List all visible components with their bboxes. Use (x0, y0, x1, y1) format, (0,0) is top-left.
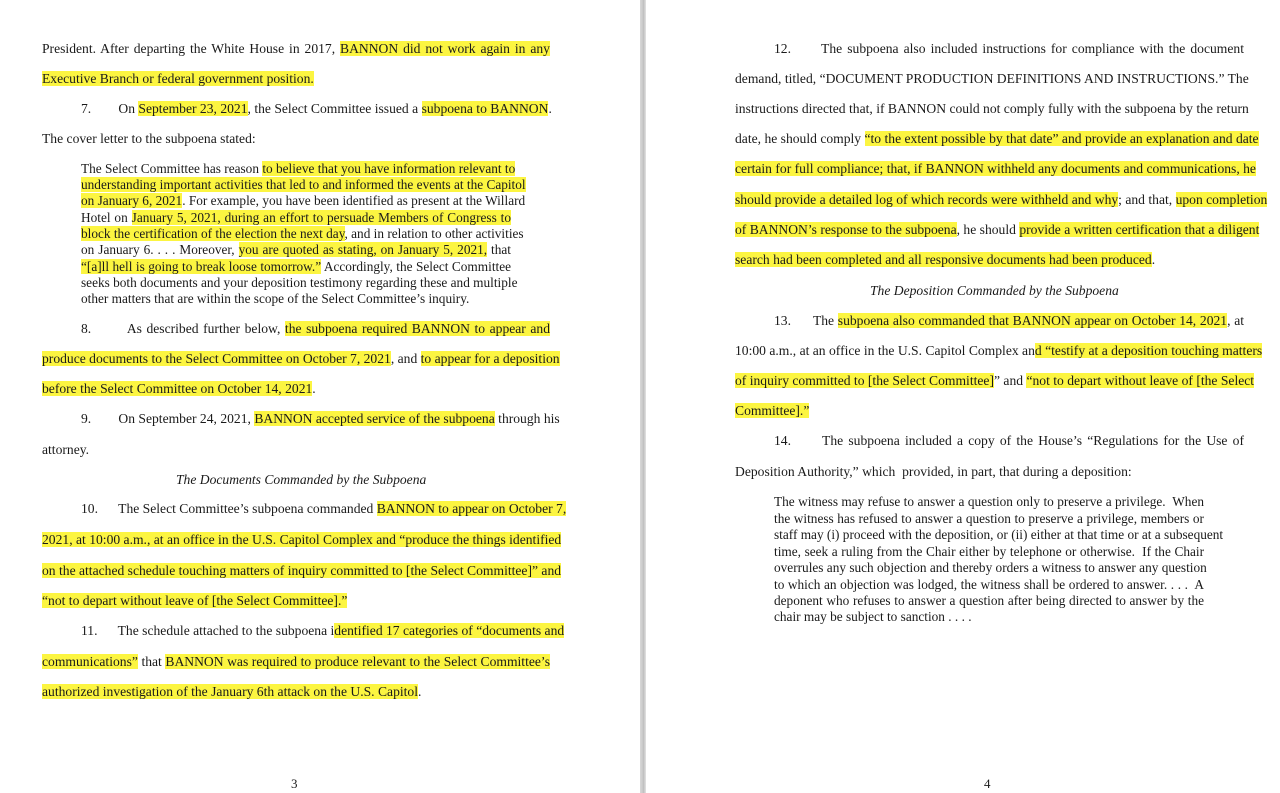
quote-line (81, 259, 511, 275)
highlighted-text: the subpoena required BANNON to appear and (284, 321, 551, 336)
quote-line (81, 291, 469, 307)
text-run: attorney. (42, 442, 90, 457)
quote-line (81, 177, 526, 193)
highlighted-text: “not to depart without leave of [the Select (1026, 373, 1255, 388)
text-run: ” and (993, 373, 1027, 388)
highlighted-text: search had been completed and all responsive documents had been produced (735, 252, 1152, 267)
highlighted-text: authorized investigation of the January 6th attack on the U.S. Capitol (42, 684, 419, 699)
highlighted-text: upon completion (1175, 192, 1268, 207)
section-heading (870, 283, 1119, 299)
quote-line (81, 242, 511, 258)
text-run: that (487, 242, 511, 257)
text-run: 14. The subpoena included a copy of the House’s “Regulations for the Use of (774, 433, 1244, 448)
highlighted-text: of BANNON’s response to the subpoena (735, 222, 957, 237)
highlighted-text: January 5, 2021, during an effort to persuade Members of Congress to (131, 210, 511, 225)
highlighted-text: BANNON did not work again in any (340, 41, 550, 56)
text-run: Hotel on (81, 210, 132, 225)
text-run: 10. The Select Committee’s subpoena commanded (81, 501, 377, 516)
text-line (774, 313, 1244, 329)
text-run: The Select Committee has reason (81, 161, 263, 176)
text-run: 8. As described further below, (81, 321, 285, 336)
text-line (735, 403, 809, 419)
highlighted-text: produce documents to the Select Committee on October 7, 2021 (42, 351, 391, 366)
text-line (81, 411, 560, 427)
highlighted-text: “[a]ll hell is going to break loose tomorrow.” (81, 259, 322, 274)
text-line (735, 252, 1155, 268)
quote-line (774, 577, 1204, 593)
text-run: 9. On September 24, 2021, (81, 411, 255, 426)
highlighted-text: to appear for a deposition (420, 351, 560, 366)
text-run: . (418, 684, 422, 699)
page-number: 4 (984, 776, 991, 791)
text-run: that (137, 654, 166, 669)
text-run: 13. The (774, 313, 838, 328)
quote-line (774, 527, 1224, 543)
text-line (42, 654, 550, 670)
quote-line (774, 593, 1204, 609)
highlighted-text: BANNON was required to produce relevant to the Select Committee’s (165, 654, 550, 669)
text-line (735, 222, 1260, 238)
page-number: 3 (291, 776, 298, 791)
text-line (735, 71, 1249, 87)
highlighted-text: provide a written certification that a diligent (1019, 222, 1260, 237)
text-line (42, 442, 89, 458)
highlighted-text: 2021, at 10:00 a.m., at an office in the U.S. Capitol Complex and “produce the things identified (42, 532, 562, 547)
highlighted-text: before the Select Committee on October 14, 2021 (42, 381, 313, 396)
text-run: . (548, 101, 552, 116)
text-line (735, 464, 1132, 480)
quote-line (81, 210, 511, 226)
highlighted-text: communications” (42, 654, 138, 669)
text-line (774, 41, 1244, 57)
quote-line (81, 275, 518, 291)
quote-line (81, 161, 516, 177)
text-line (774, 433, 1244, 449)
text-run: The Deposition Commanded by the Subpoena (870, 283, 1119, 298)
text-run: through his (494, 411, 560, 426)
page-4 (646, 0, 1280, 793)
text-line (81, 101, 552, 117)
text-run: the witness has refused to answer a question to preserve a privilege, members or (774, 511, 1204, 526)
text-run: staff may (i) proceed with the deposition, or (ii) either at that time or at a subsequent (774, 527, 1224, 542)
text-line (735, 131, 1259, 147)
quote-line (81, 226, 524, 242)
text-run: The Documents Commanded by the Subpoena (176, 472, 427, 487)
text-run: deponent who refuses to answer a question after being directed to answer by the (774, 593, 1204, 608)
text-line (42, 684, 421, 700)
text-line (42, 532, 562, 548)
highlighted-text: BANNON to appear on October 7, (376, 501, 567, 516)
quote-line (774, 511, 1204, 527)
text-run: demand, titled, “DOCUMENT PRODUCTION DEFINITIONS AND INSTRUCTIONS.” The (735, 71, 1249, 86)
text-line (42, 381, 316, 397)
text-run: , at (1227, 313, 1245, 328)
highlighted-text: of inquiry committed to [the Select Committee] (735, 373, 994, 388)
quote-line (774, 544, 1204, 560)
text-run: , and (390, 351, 421, 366)
text-run: ; and that, (1118, 192, 1176, 207)
text-run: time, seek a ruling from the Chair either by telephone or otherwise. If the Chair (774, 544, 1204, 559)
text-line (42, 71, 314, 87)
text-run: . For example, you have been identified as present at the Willard (182, 193, 526, 208)
text-run: on January 6. . . . Moreover, (81, 242, 239, 257)
text-run: Deposition Authority,” which provided, in part, that during a deposition: (735, 464, 1132, 479)
highlighted-text: Executive Branch or federal government position. (42, 71, 314, 86)
highlighted-text: Committee].” (735, 403, 810, 418)
highlighted-text: “not to depart without leave of [the Select Committee].” (42, 593, 348, 608)
highlighted-text: September 23, 2021 (138, 101, 248, 116)
quote-line (81, 193, 526, 209)
highlighted-text: on January 6, 2021 (81, 193, 183, 208)
highlighted-text: should provide a detailed log of which records were withheld and why (735, 192, 1119, 207)
text-line (42, 563, 562, 579)
text-line (81, 623, 565, 639)
highlighted-text: dentified 17 categories of “documents and (334, 623, 565, 638)
text-run: seeks both documents and your deposition testimony regarding these and multiple (81, 275, 518, 290)
text-line (81, 321, 550, 337)
text-line (735, 101, 1249, 117)
text-run: , and in relation to other activities (344, 226, 524, 241)
highlighted-text: BANNON accepted service of the subpoena (254, 411, 495, 426)
highlighted-text: to believe that you have information relevant to (262, 161, 516, 176)
highlighted-text: subpoena also commanded that BANNON appear on October 14, 2021 (837, 313, 1228, 328)
quote-line (774, 494, 1204, 510)
text-run: The cover letter to the subpoena stated: (42, 131, 256, 146)
text-run: , he should (956, 222, 1020, 237)
highlighted-text: “to the extent possible by that date” and provide an explanation and date (864, 131, 1259, 146)
quote-line (774, 609, 972, 625)
text-run: 12. The subpoena also included instructions for compliance with the document (774, 41, 1244, 56)
text-run: President. After departing the White House in 2017, (42, 41, 341, 56)
text-run: 7. On (81, 101, 139, 116)
text-line (42, 131, 256, 147)
text-run: 11. The schedule attached to the subpoena i (81, 623, 335, 638)
text-run: overrules any such objection and thereby orders a witness to answer any question (774, 560, 1207, 575)
highlighted-text: d “testify at a deposition touching matters (1034, 343, 1263, 358)
highlighted-text: certain for full compliance; that, if BANNON withheld any documents and communications, he (735, 161, 1256, 176)
highlighted-text: you are quoted as stating, on January 5, 2021, (238, 242, 488, 257)
text-run: . (1151, 252, 1156, 267)
highlighted-text: on the attached schedule touching matters of inquiry committed to [the Select Committee]” and (42, 563, 562, 578)
text-run: date, he should comply (735, 131, 865, 146)
text-line (735, 192, 1268, 208)
text-run: , the Select Committee issued a (247, 101, 422, 116)
section-heading (176, 472, 426, 488)
highlighted-text: subpoena to BANNON (421, 101, 549, 116)
text-line (735, 343, 1263, 359)
text-run: to which an objection was lodged, the witness shall be ordered to answer. . . . A (774, 577, 1204, 592)
text-run: chair may be subject to sanction . . . . (774, 609, 972, 624)
text-run: The witness may refuse to answer a question only to preserve a privilege. When (774, 494, 1204, 509)
text-line (735, 373, 1255, 389)
text-run: . (312, 381, 316, 396)
text-line (42, 351, 560, 367)
text-run: other matters that are within the scope of the Select Committee’s inquiry. (81, 291, 470, 306)
text-run: instructions directed that, if BANNON could not comply fully with the subpoena by the return (735, 101, 1249, 116)
text-line (42, 41, 550, 57)
text-line (735, 161, 1256, 177)
text-run: Accordingly, the Select Committee (321, 259, 512, 274)
text-line (81, 501, 567, 517)
quote-line (774, 560, 1207, 576)
text-line (42, 593, 347, 609)
text-run: 10:00 a.m., at an office in the U.S. Capitol Complex an (735, 343, 1035, 358)
highlighted-text: block the certification of the election the next day (81, 226, 345, 241)
highlighted-text: understanding important activities that led to and informed the events at the Capitol (81, 177, 526, 192)
